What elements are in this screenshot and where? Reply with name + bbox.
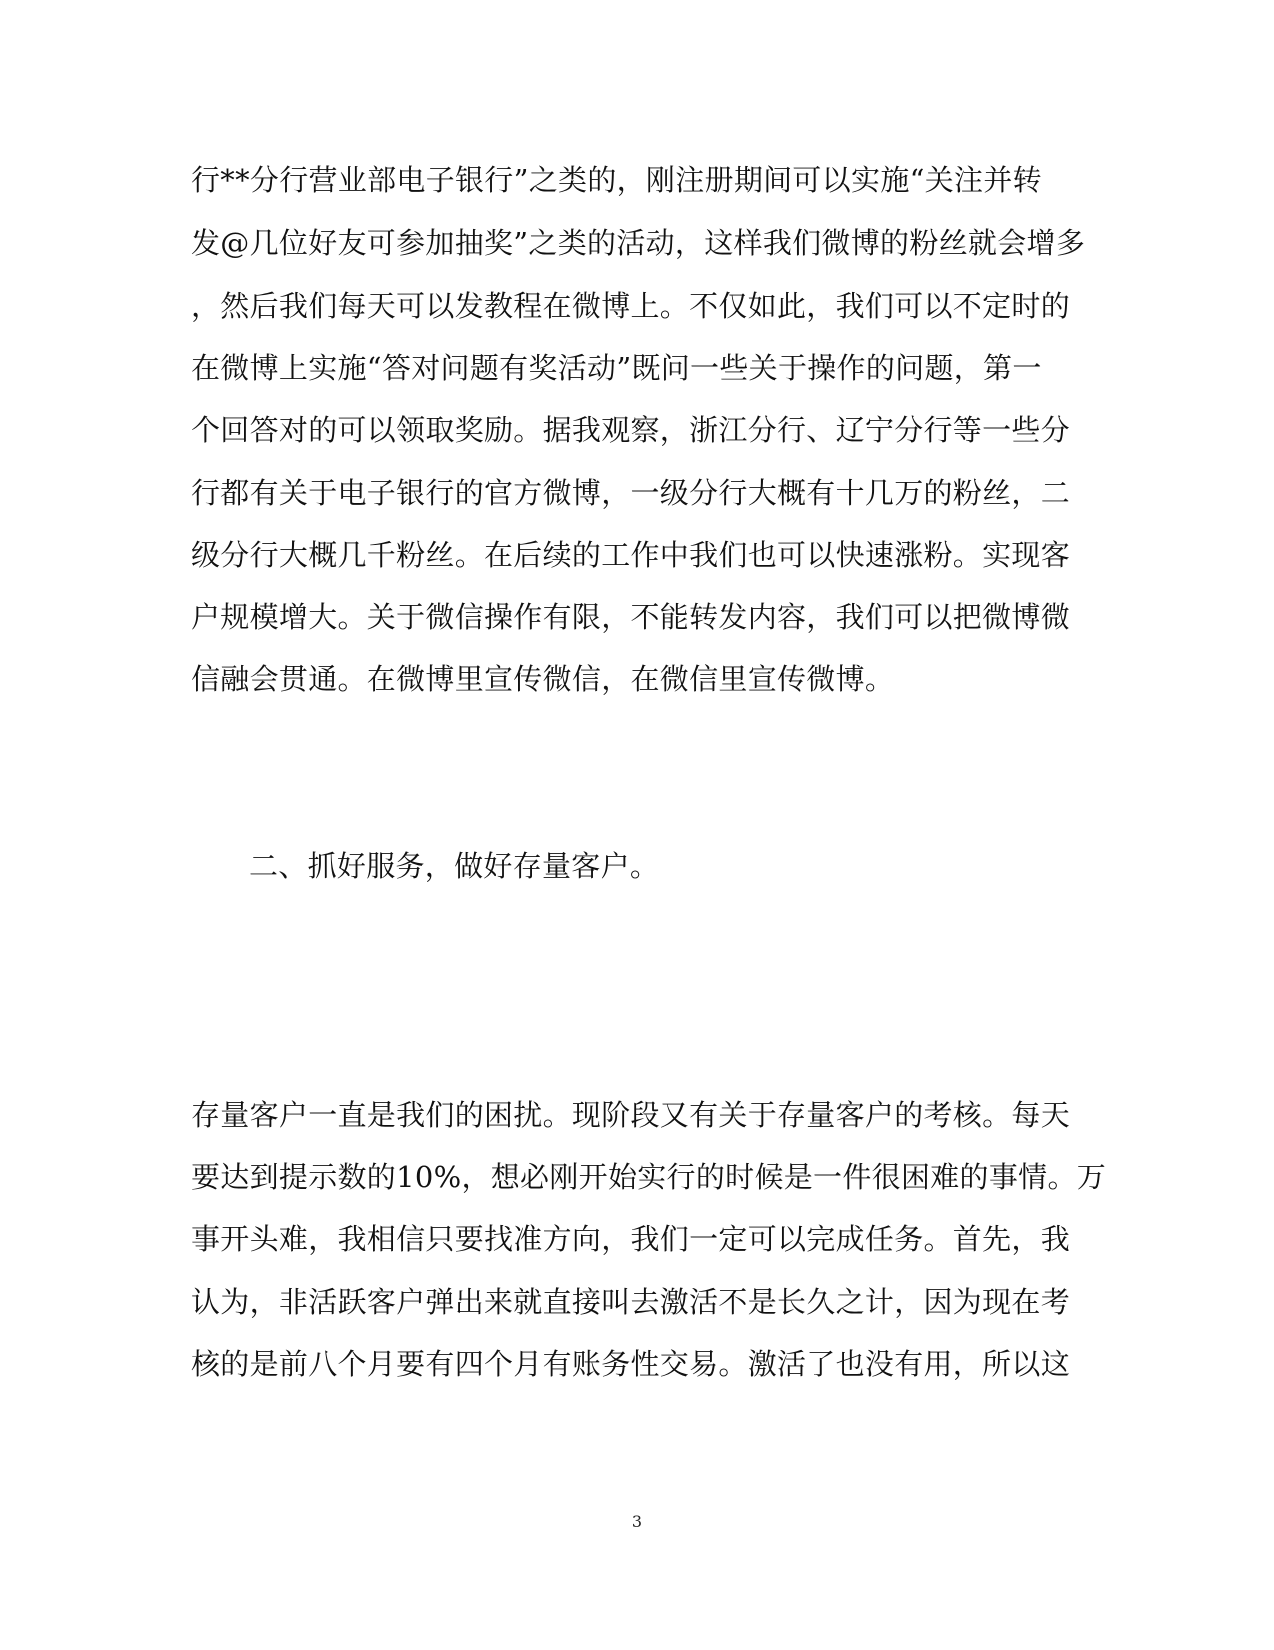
paragraph-line: 要达到提示数的10%，想必刚开始实行的时候是一件很困难的事情。万	[191, 1160, 1107, 1194]
paragraph-line: ，然后我们每天可以发教程在微博上。不仅如此，我们可以不定时的	[191, 289, 1071, 323]
paragraph-line: 级分行大概几千粉丝。在后续的工作中我们也可以快速涨粉。实现客	[191, 538, 1071, 572]
paragraph-line: 事开头难，我相信只要找准方向，我们一定可以完成任务。首先，我	[191, 1222, 1071, 1256]
page-number: 3	[631, 1512, 643, 1531]
paragraph-line: 信融会贯通。在微博里宣传微信，在微信里宣传微博。	[191, 662, 895, 696]
paragraph-line: 存量客户一直是我们的困扰。现阶段又有关于存量客户的考核。每天	[191, 1098, 1071, 1132]
section-heading: 二、抓好服务，做好存量客户。	[249, 849, 660, 883]
paragraph-line: 户规模增大。关于微信操作有限，不能转发内容，我们可以把微博微	[191, 600, 1071, 634]
paragraph-line: 核的是前八个月要有四个月有账务性交易。激活了也没有用，所以这	[191, 1347, 1071, 1381]
paragraph-line: 认为，非活跃客户弹出来就直接叫去激活不是长久之计，因为现在考	[191, 1285, 1071, 1319]
paragraph-line: 行**分行营业部电子银行”之类的，刚注册期间可以实施“关注并转	[191, 163, 1042, 197]
paragraph-line: 个回答对的可以领取奖励。据我观察，浙江分行、辽宁分行等一些分	[191, 413, 1071, 447]
paragraph-line: 在微博上实施“答对问题有奖活动”既问一些关于操作的问题，第一	[191, 351, 1042, 385]
paragraph-line: 行都有关于电子银行的官方微博，一级分行大概有十几万的粉丝，二	[191, 476, 1071, 510]
paragraph-line: 发@几位好友可参加抽奖”之类的活动，这样我们微博的粉丝就会增多	[191, 226, 1086, 260]
